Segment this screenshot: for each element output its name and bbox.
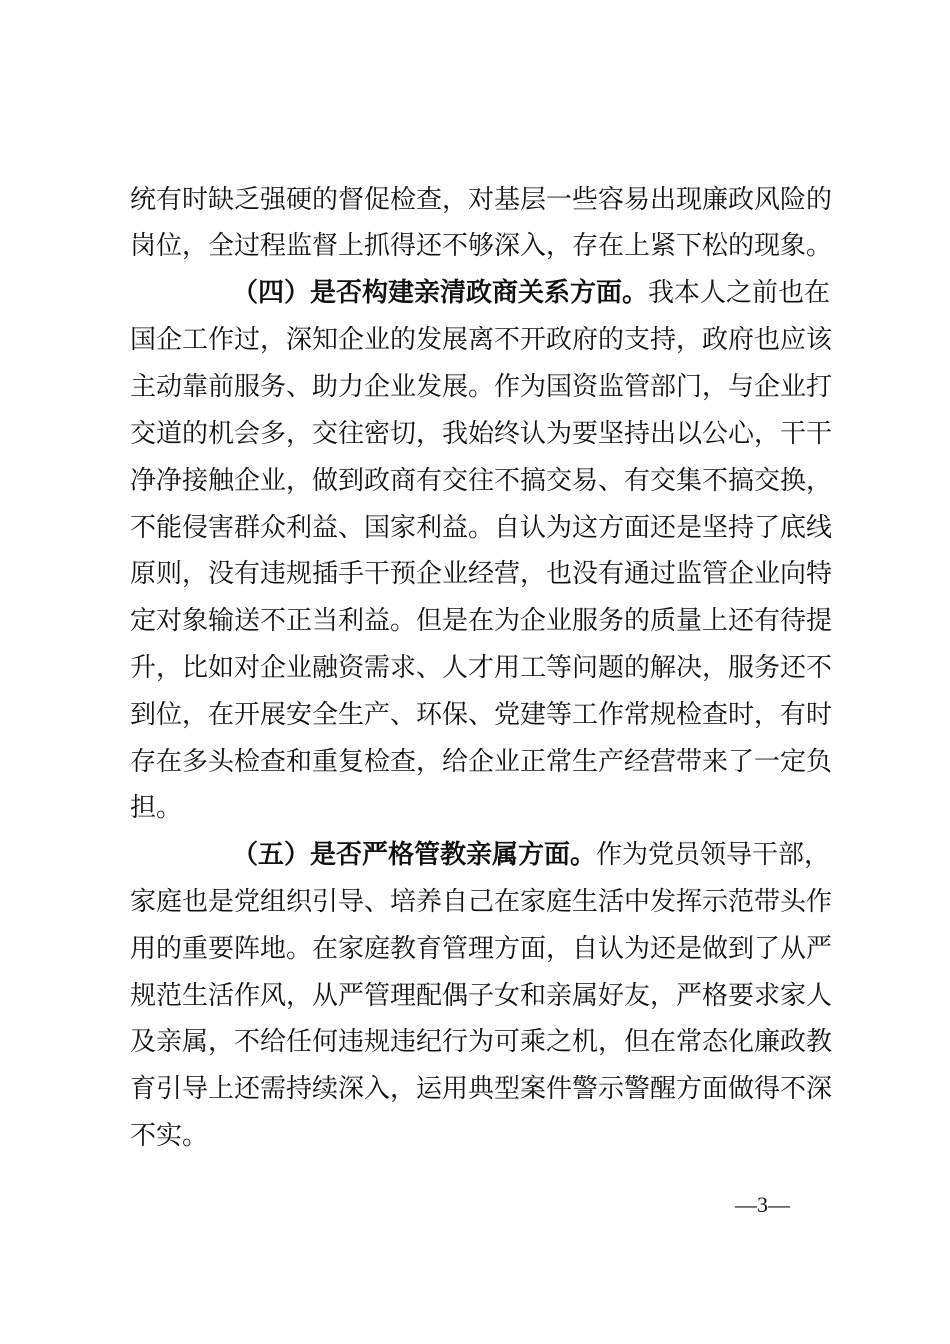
section-4-heading: （四）是否构建亲清政商关系方面。 xyxy=(232,278,649,308)
body-line: 统有时缺乏强硬的督促检查，对基层一些容易出现廉政风险的 xyxy=(130,185,833,215)
section-5-text: 作为党员领导干部， xyxy=(596,840,831,870)
body-line: 原则，没有违规插手干预企业经营，也没有通过监管企业向特 xyxy=(130,559,833,589)
section-4-text: 我本人之前也在 xyxy=(648,278,831,308)
page-number: —3— xyxy=(735,1192,790,1217)
body-line: 净净接触企业，做到政商有交往不搞交易、有交集不搞交换， xyxy=(130,466,833,496)
body-line: 主动靠前服务、助力企业发展。作为国资监管部门，与企业打 xyxy=(130,372,833,402)
section-5-heading: （五）是否严格管教亲属方面。 xyxy=(232,840,597,870)
body-line: 国企工作过，深知企业的发展离不开政府的支持，政府也应该 xyxy=(130,325,833,355)
body-line: 升，比如对企业融资需求、人才用工等问题的解决，服务还不 xyxy=(130,653,833,683)
body-line: 不能侵害群众利益、国家利益。自认为这方面还是坚持了底线 xyxy=(130,513,833,543)
body-line: 规范生活作风，从严管理配偶子女和亲属好友，严格要求家人 xyxy=(130,981,833,1011)
body-line: 担。 xyxy=(130,793,183,823)
section-5-first-line xyxy=(232,835,830,875)
body-line: 到位，在开展安全生产、环保、党建等工作常规检查时，有时 xyxy=(130,700,833,730)
body-line: 育引导上还需持续深入，运用典型案件警示警醒方面做得不深 xyxy=(130,1074,833,1104)
body-line: 岗位，全过程监督上抓得还不够深入，存在上紧下松的现象。 xyxy=(130,231,833,261)
body-line: 用的重要阵地。在家庭教育管理方面，自认为还是做到了从严 xyxy=(130,934,833,964)
body-line: 定对象输送不正当利益。但是在为企业服务的质量上还有待提 xyxy=(130,606,833,636)
body-line: 交道的机会多，交往密切，我始终认为要坚持出以公心，干干 xyxy=(130,419,833,449)
body-line: 存在多头检查和重复检查，给企业正常生产经营带来了一定负 xyxy=(130,747,833,777)
section-4-first-line xyxy=(232,273,830,313)
body-line: 及亲属，不给任何违规违纪行为可乘之机，但在常态化廉政教 xyxy=(130,1027,833,1057)
body-line: 家庭也是党组织引导、培养自己在家庭生活中发挥示范带头作 xyxy=(130,887,833,917)
body-line: 不实。 xyxy=(130,1121,209,1151)
